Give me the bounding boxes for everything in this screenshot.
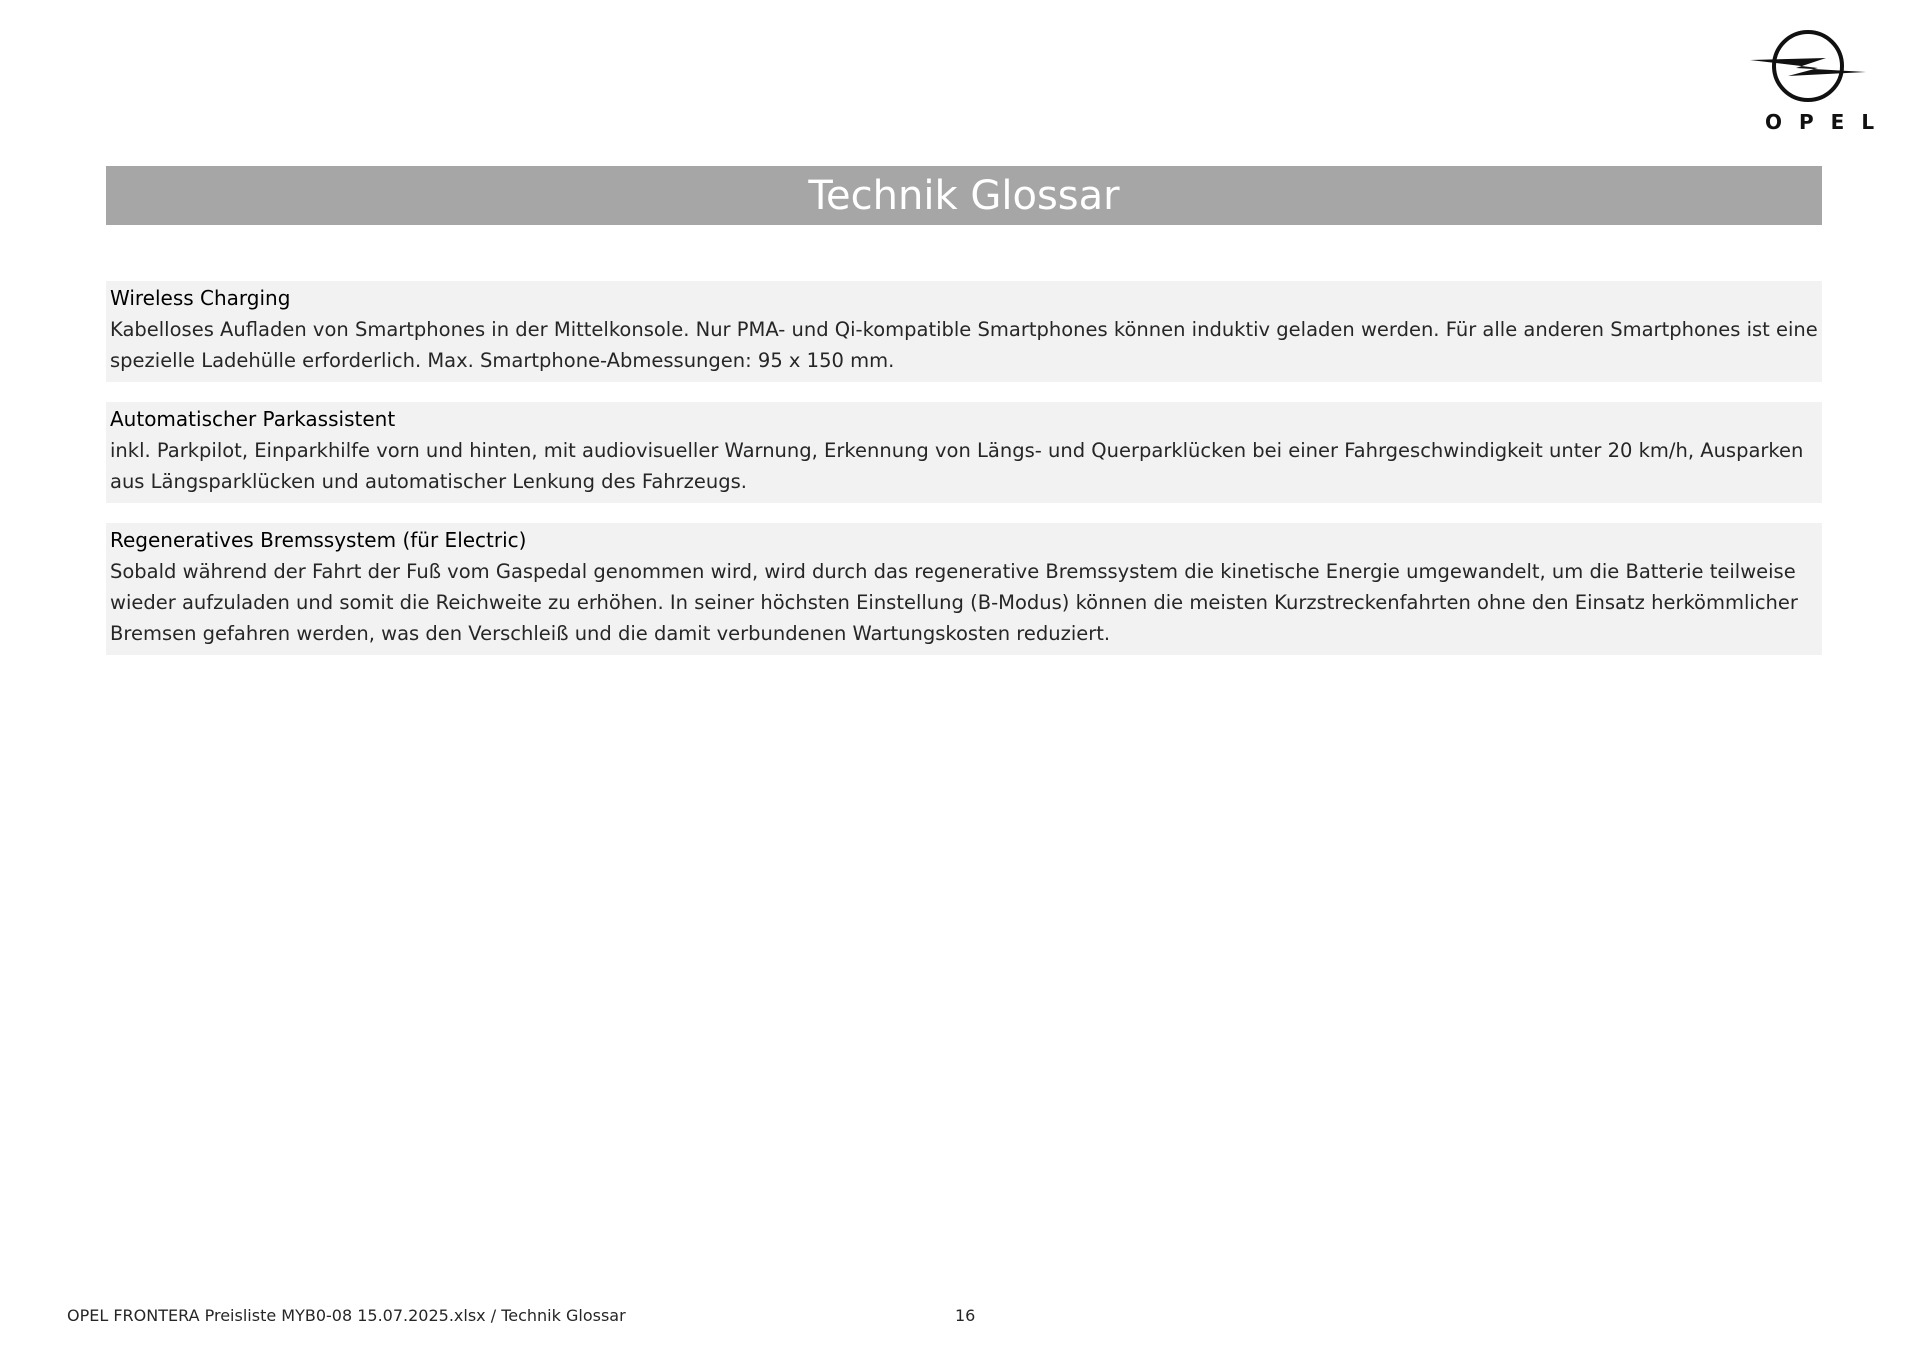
page-title: Technik Glossar <box>808 172 1120 219</box>
glossary-entry-title: Automatischer Parkassistent <box>110 407 396 431</box>
glossary-entry-text: Kabelloses Aufladen von Smartphones in der Mittelkonsole. Nur PMA- und Qi-kompatible Smartphones können induktiv geladen werden. Für alle anderen Smartphones ist eine spezielle Ladehülle erforderlich. Max. Smartphone-Abmessungen: 95 x 150 mm. <box>110 318 1818 372</box>
glossary-entry-title: Regeneratives Bremssystem (für Electric) <box>110 528 527 552</box>
title-bar <box>106 166 1822 225</box>
logo-wordmark: OPEL <box>1765 110 1892 134</box>
glossary-entry-text: Sobald während der Fahrt der Fuß vom Gaspedal genommen wird, wird durch das regenerative Bremssystem die kinetische Energie umgewandelt, um die Batterie teilweise wieder aufzuladen und somit die Reichweite zu erhöhen. In seiner höchsten Einstellung (B-Modus) können die meisten Kurzstreckenfahrten ohne den Einsatz herkömmlicher Bremsen gefahren werden, was den Verschleiß und die damit verbundenen Wartungskosten reduziert. <box>110 560 1798 645</box>
glossary-entry <box>106 402 1822 503</box>
glossary-list <box>106 281 1822 675</box>
opel-blitz-icon <box>1748 28 1868 108</box>
opel-logo <box>1748 28 1892 136</box>
page-number: 16 <box>955 1306 976 1325</box>
glossary-entry <box>106 523 1822 655</box>
glossary-entry <box>106 281 1822 382</box>
footer-source: OPEL FRONTERA Preisliste MYB0-08 15.07.2025.xlsx / Technik Glossar <box>67 1306 626 1325</box>
glossary-entry-title: Wireless Charging <box>110 286 291 310</box>
glossary-entry-text: inkl. Parkpilot, Einparkhilfe vorn und hinten, mit audiovisueller Warnung, Erkennung von Längs- und Querparklücken bei einer Fahrgeschwindigkeit unter 20 km/h, Ausparken aus Längsparklücken und automatischer Lenkung des Fahrzeugs. <box>110 439 1804 493</box>
